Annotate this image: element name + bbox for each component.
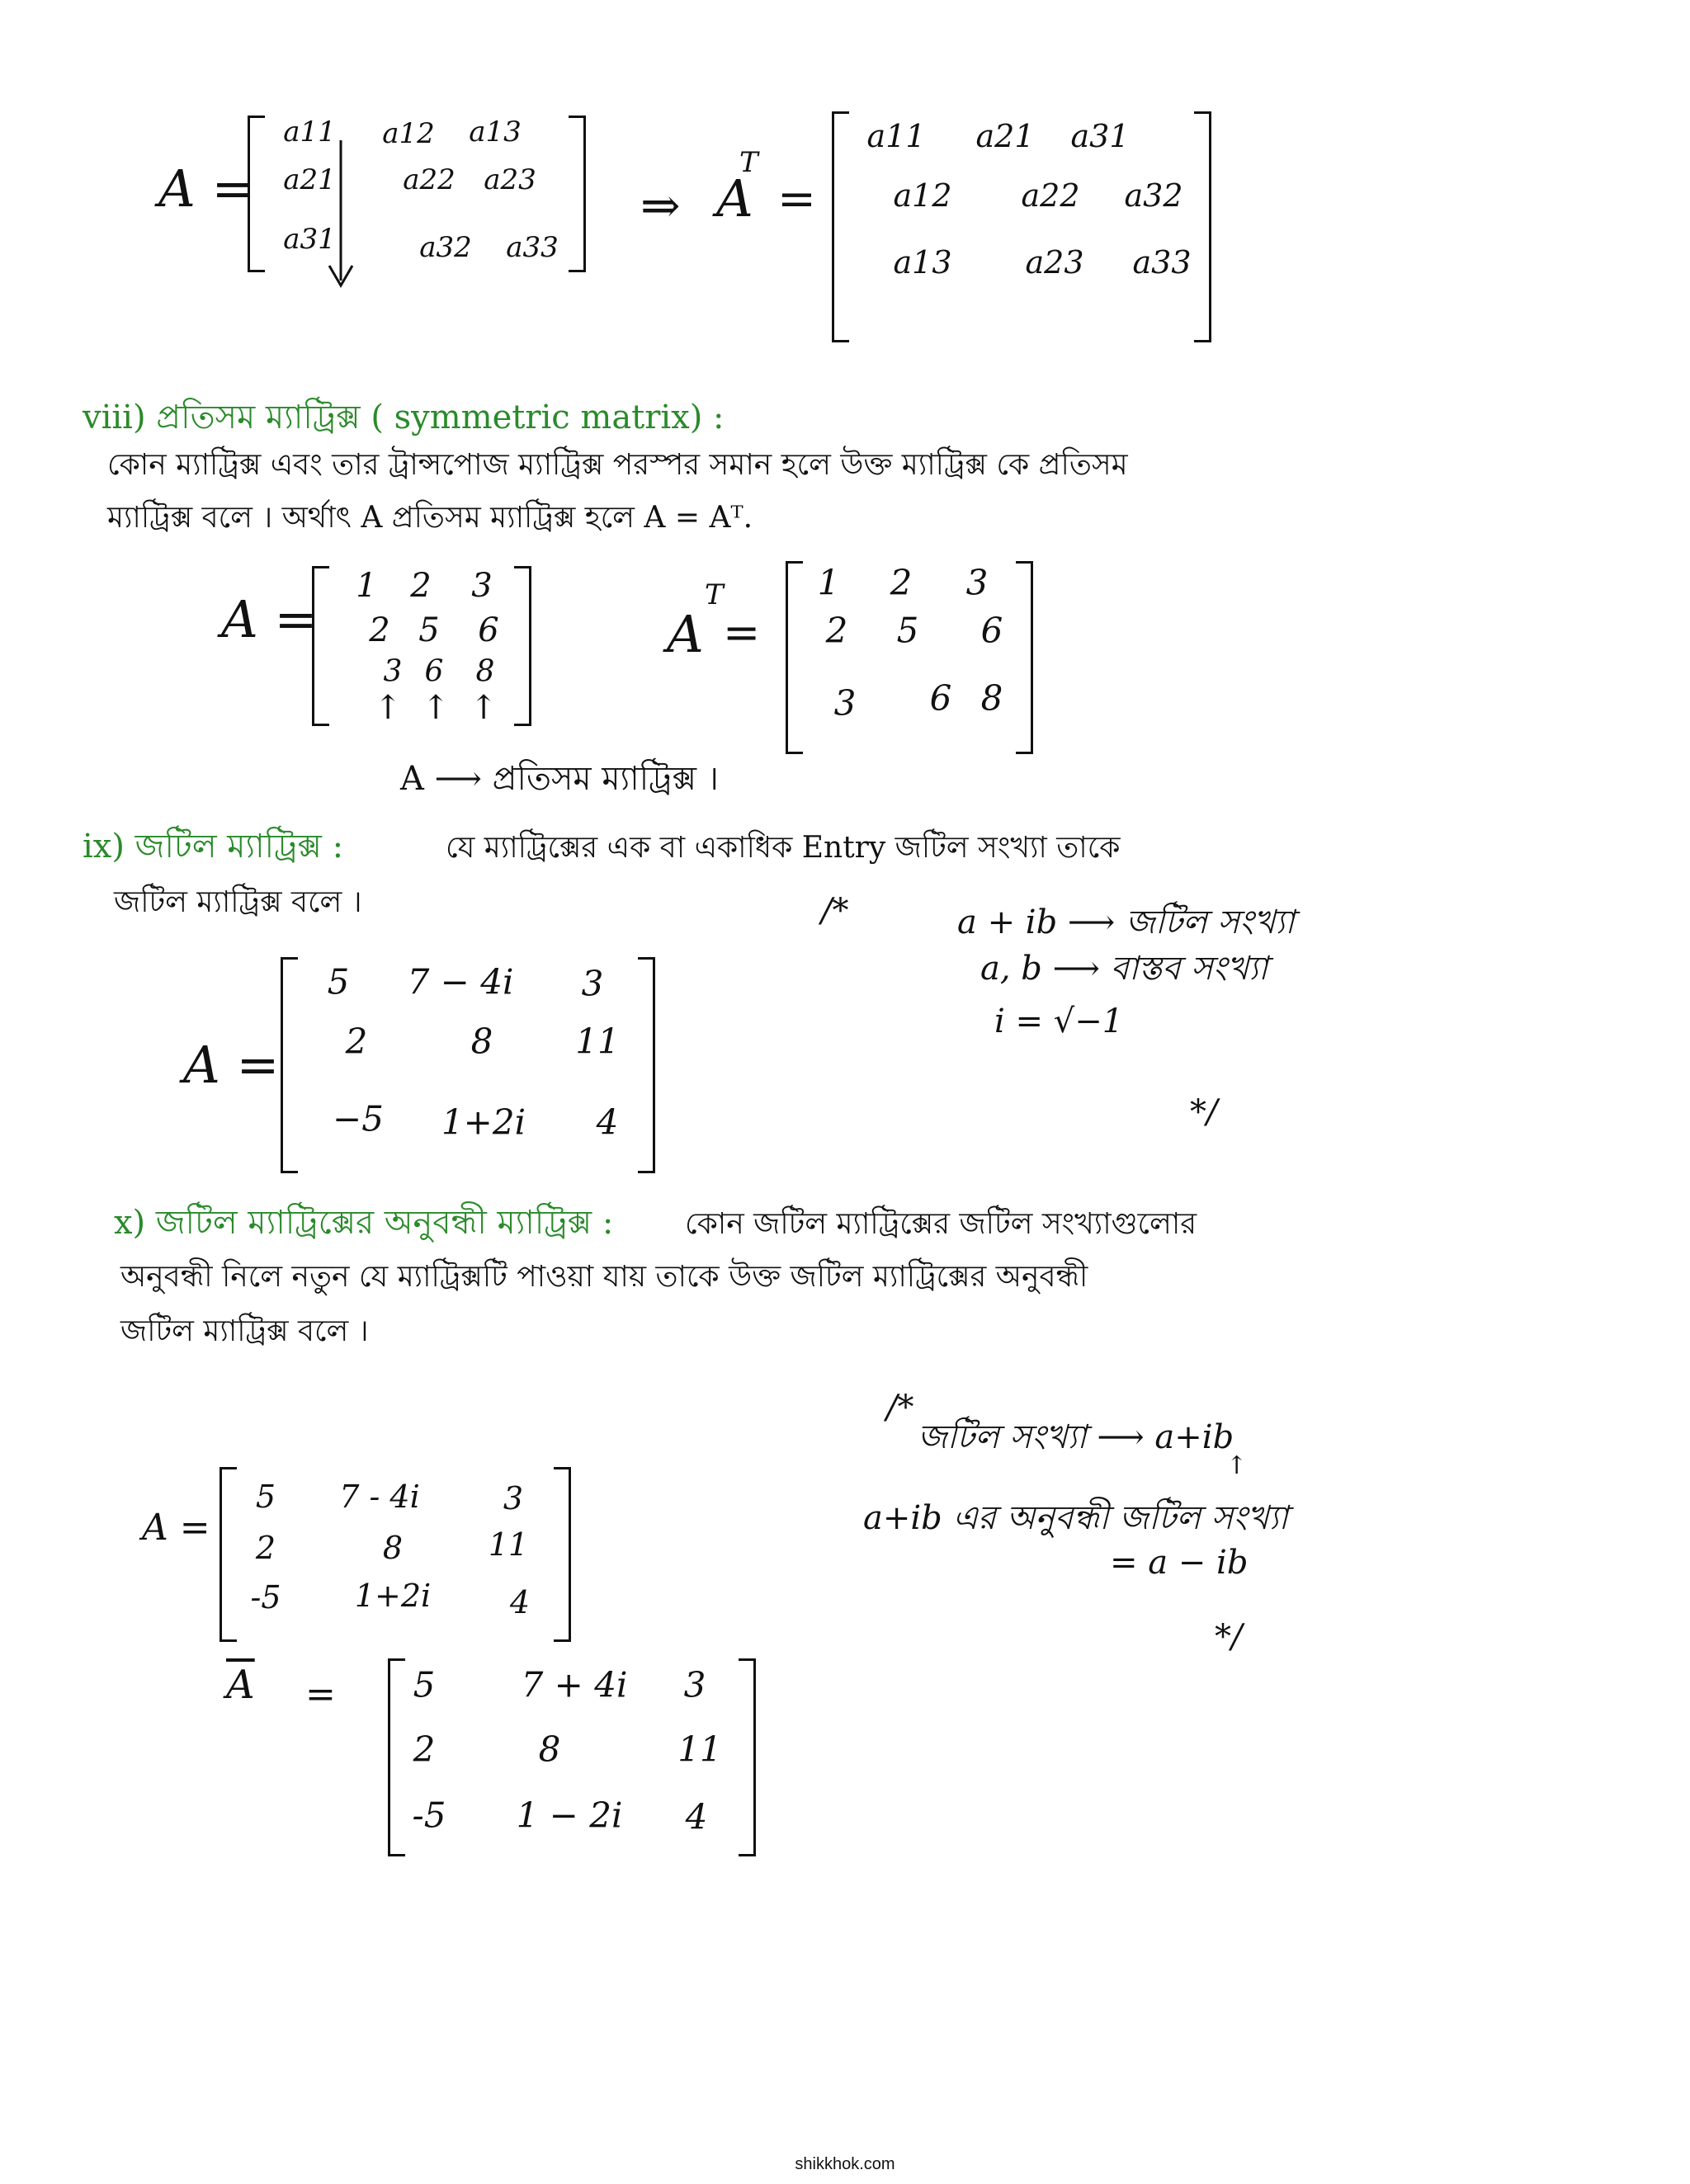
matrix-cell: 2 <box>255 1530 276 1566</box>
matrix-cell: 6 <box>478 611 499 649</box>
matrix-cell: 5 <box>255 1479 276 1515</box>
matrix-cell: 1 − 2i <box>516 1795 623 1836</box>
section-x-text-line-1: কোন জটিল ম্যাট্রিক্সের জটিল সংখ্যাগুলোর <box>685 1207 1197 1241</box>
complex-note-close: */ <box>1190 1093 1218 1131</box>
matrix-cell: a11 <box>866 118 926 154</box>
matrix-cell: 3 <box>503 1480 524 1517</box>
complex-note-line-3: i = √−1 <box>994 1002 1124 1040</box>
matrix-cell: a23 <box>1025 244 1084 281</box>
matrix-conjugate-result <box>388 1658 756 1856</box>
matrix-cell: a23 <box>484 163 536 196</box>
matrix-cell: 8 <box>980 677 1003 719</box>
section-ix-text-line-2: জটিল ম্যাট্রিক্স বলে । <box>114 885 362 919</box>
matrix-cell: 2 <box>410 567 432 605</box>
matrix-symmetric-a <box>312 566 531 726</box>
matrix-a-general <box>248 116 586 272</box>
symmetric-equals: = <box>723 606 761 658</box>
conjugate-note-line-1: জটিল সংখ্যা ⟶ a+ib <box>918 1418 1234 1456</box>
complex-a-label: A = <box>183 1035 280 1095</box>
matrix-cell: 4 <box>509 1584 531 1620</box>
section-viii-text-line-2: ম্যাট্রিক্স বলে । অর্থাৎ A প্রতিসম ম্যাট্রিক্স হলে A = Aᵀ. <box>107 501 753 535</box>
complex-note-line-1: a + ib ⟶ জটিল সংখ্যা <box>957 903 1295 941</box>
matrix-cell: 11 <box>575 1021 620 1062</box>
matrix-cell: 2 <box>345 1021 368 1062</box>
section-viii-text-line-1: কোন ম্যাট্রিক্স এবং তার ট্রান্সপোজ ম্যাট্রিক্স পরস্পর সমান হলে উক্ত ম্যাট্রিক্স কে প্রতিসম <box>107 448 1128 482</box>
matrix-cell: 11 <box>677 1729 722 1770</box>
matrix-cell: 1+2i <box>354 1578 432 1614</box>
transpose-equals: = <box>777 172 816 226</box>
section-x-text-line-2: অনুবন্ধী নিলে নতুন যে ম্যাট্রিক্সটি পাওয়া যায় তাকে উক্ত জটিল ম্যাট্রিক্সের অনুবন্ধী <box>120 1260 1088 1294</box>
matrix-cell: a31 <box>1070 118 1130 154</box>
section-x-heading: x) জটিল ম্যাট্রিক্সের অনুবন্ধী ম্যাট্রিক্স : <box>114 1204 614 1242</box>
matrix-cell: a31 <box>283 223 336 256</box>
matrix-cell: a12 <box>382 117 435 150</box>
transpose-superscript: T <box>739 146 758 179</box>
matrix-cell: a22 <box>403 163 456 196</box>
matrix-symmetric-at <box>786 561 1033 754</box>
matrix-cell: 3 <box>581 963 604 1004</box>
section-viii-heading: viii) প্রতিসম ম্যাট্রিক্স ( symmetric matrix) : <box>83 399 725 436</box>
matrix-cell: 2 <box>825 610 848 651</box>
matrix-cell: 6 <box>424 654 444 689</box>
conjugate-note-open: /* <box>886 1389 914 1427</box>
matrix-cell: a32 <box>1124 177 1183 214</box>
implies-symbol: ⇒ <box>640 177 681 233</box>
up-arrow-icon: ↑ <box>422 689 450 727</box>
matrix-cell: a32 <box>419 231 472 264</box>
matrix-cell: 5 <box>896 610 919 651</box>
matrix-cell: 8 <box>382 1530 404 1566</box>
up-arrow-icon: ↑ <box>374 689 402 727</box>
matrix-cell: a33 <box>1132 244 1192 281</box>
matrix-cell: a11 <box>283 116 336 149</box>
transpose-lhs-label: A = <box>158 158 255 219</box>
conjugate-equals: = <box>305 1673 336 1715</box>
matrix-cell: a13 <box>893 244 952 281</box>
matrix-cell: 3 <box>965 562 989 603</box>
matrix-cell: a13 <box>469 116 522 149</box>
matrix-cell: 1 <box>356 567 377 605</box>
matrix-cell: -5 <box>250 1579 281 1616</box>
matrix-cell: 3 <box>683 1664 706 1705</box>
matrix-complex-a <box>281 957 655 1173</box>
up-arrow-icon: ↑ <box>1226 1451 1248 1480</box>
matrix-cell: 7 - 4i <box>339 1479 420 1515</box>
page-footer-site: shikkhok.com <box>795 2155 895 2173</box>
matrix-cell: 5 <box>418 611 440 649</box>
matrix-cell: -5 <box>412 1795 446 1836</box>
section-x-text-line-3: জটিল ম্যাট্রিক্স বলে । <box>120 1314 369 1348</box>
up-arrow-icon: ↑ <box>470 689 498 727</box>
matrix-a-transpose-general <box>832 111 1211 342</box>
section-ix-text-line-1: যে ম্যাট্রিক্সের এক বা একাধিক Entry জটিল সংখ্যা তাকে <box>446 831 1121 865</box>
matrix-cell: 5 <box>327 961 350 1002</box>
matrix-cell: 8 <box>538 1729 561 1770</box>
conjugate-note-line-3: = a − ib <box>1110 1544 1249 1582</box>
symmetric-conclusion: A ⟶ প্রতিসম ম্যাট্রিক্স । <box>400 760 719 798</box>
matrix-cell: a21 <box>975 118 1035 154</box>
matrix-cell: 8 <box>475 654 495 689</box>
matrix-cell: a22 <box>1021 177 1080 214</box>
conjugate-abar-label: $\overline{A}$ <box>226 1662 255 1708</box>
matrix-cell: a12 <box>893 177 952 214</box>
transpose-rhs-label: A <box>716 168 753 229</box>
matrix-cell: 5 <box>413 1664 436 1705</box>
conjugate-note-line-2: a+ib এর অনুবন্ধী জটিল সংখ্যা <box>863 1499 1288 1537</box>
symmetric-a-label: A = <box>221 589 318 649</box>
symmetric-at-label: A <box>667 604 704 664</box>
matrix-cell: 3 <box>471 567 493 605</box>
matrix-cell: 2 <box>413 1729 436 1770</box>
matrix-cell: 8 <box>470 1021 493 1062</box>
matrix-conjugate-source <box>220 1467 571 1642</box>
matrix-cell: 1+2i <box>441 1101 526 1143</box>
matrix-cell: 4 <box>596 1101 619 1143</box>
matrix-cell: 6 <box>980 610 1003 651</box>
matrix-cell: 1 <box>817 562 840 603</box>
matrix-cell: 7 + 4i <box>521 1664 628 1705</box>
matrix-cell: 11 <box>488 1526 529 1563</box>
complex-note-open: /* <box>821 892 849 930</box>
matrix-cell: 4 <box>685 1796 708 1837</box>
matrix-cell: 3 <box>833 682 857 724</box>
column-down-arrow-icon <box>324 140 357 290</box>
matrix-cell: 6 <box>929 677 952 719</box>
conjugate-note-close: */ <box>1215 1618 1243 1656</box>
symmetric-superscript: T <box>705 578 724 611</box>
matrix-cell: a21 <box>283 163 336 196</box>
complex-note-line-2: a, b ⟶ বাস্তব সংখ্যা <box>980 950 1268 988</box>
matrix-cell: 2 <box>369 611 390 649</box>
matrix-cell: 2 <box>890 562 913 603</box>
matrix-cell: −5 <box>333 1098 384 1139</box>
matrix-cell: a33 <box>506 231 559 264</box>
matrix-cell: 3 <box>383 654 403 689</box>
section-ix-heading: ix) জটিল ম্যাট্রিক্স : <box>83 828 344 866</box>
matrix-cell: 7 − 4i <box>407 961 514 1002</box>
conjugate-a-label: A = <box>142 1507 210 1549</box>
